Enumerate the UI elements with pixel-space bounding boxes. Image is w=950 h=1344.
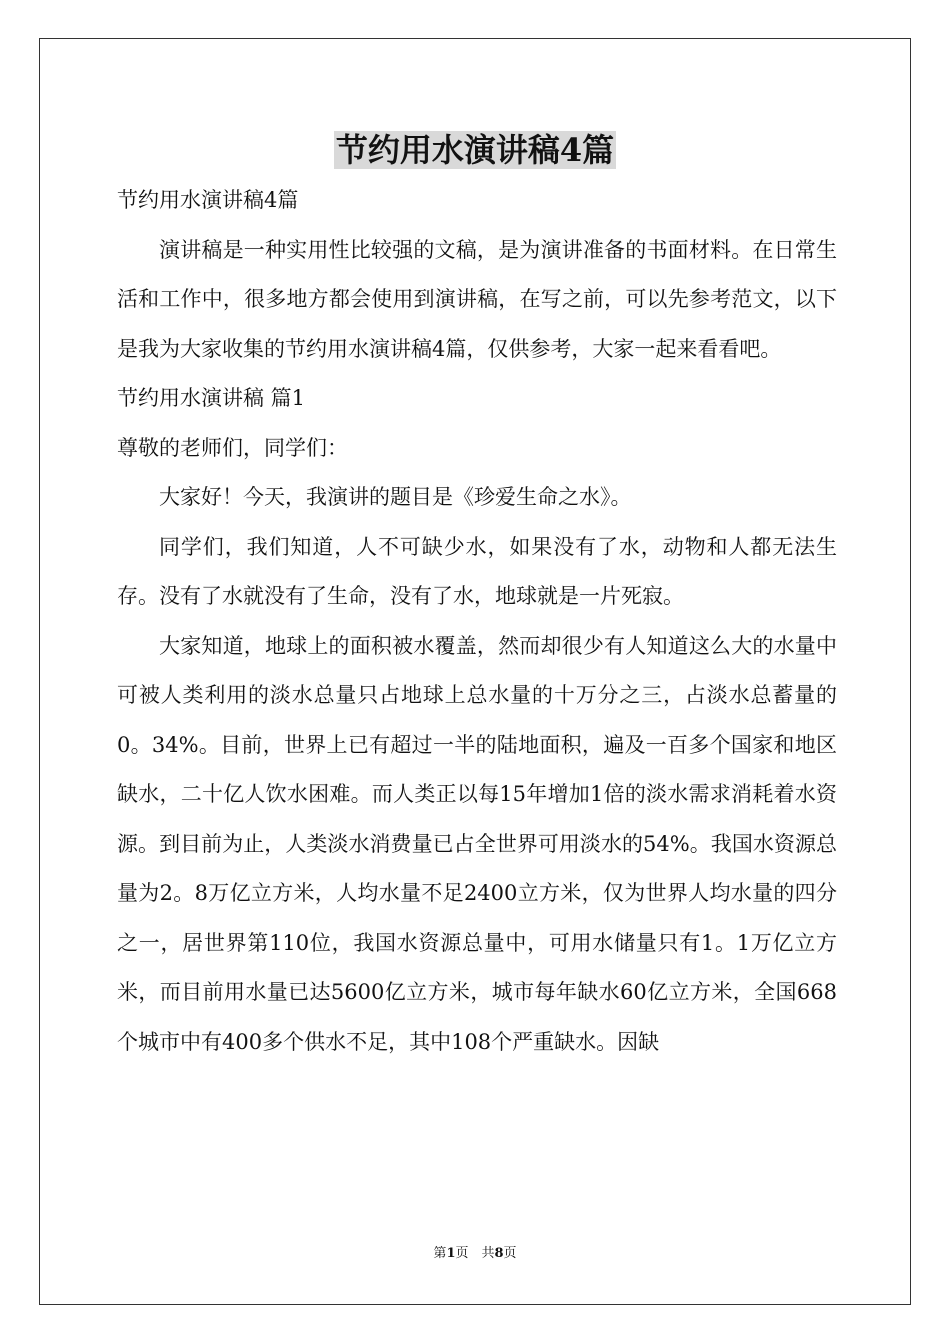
page-prefix: 第 [433,1246,447,1261]
document-title-text: 节约用水演讲稿4篇 [335,131,615,169]
document-title [0,128,950,172]
page-footer [0,1244,950,1264]
paragraph-body: 同学们，我们知道，人不可缺少水，如果没有了水，动物和人都无法生存。没有了水就没有了生命，没有了水，地球就是一片死寂。 [117,534,837,608]
page-suffix: 页 [503,1246,517,1261]
paragraph-intro: 演讲稿是一种实用性比较强的文稿，是为演讲准备的书面材料。在日常生活和工作中，很多地方都会使用到演讲稿，在写之前，可以先参考范文，以下是我为大家收集的节约用水演讲稿4篇，仅供参考，大家一起来看看吧。 [117,237,837,361]
document-body [117,176,837,1067]
paragraph-greeting: 大家好！今天，我演讲的题目是《珍爱生命之水》。 [159,485,632,509]
page-total: 8 [494,1246,504,1261]
paragraph-salutation: 尊敬的老师们，同学们： [117,435,348,460]
paragraph-subtitle: 节约用水演讲稿4篇 [117,188,299,212]
section-heading: 节约用水演讲稿 篇1 [117,386,306,410]
page-mid: 页 共 [455,1246,495,1261]
page-current: 1 [446,1246,456,1261]
paragraph-body: 大家知道，地球上的面积被水覆盖，然而却很少有人知道这么大的水量中可被人类利用的淡水总量只占地球上总水量的十万分之三，占淡水总蓄量的0。34%。目前，世界上已有超过一半的陆地面积，遍及一百多个国家和地区缺水，二十亿人饮水困难。而人类正以每15年增加1倍的淡水需求消耗着水资源。到目前为止，人类淡水消费量已占全世界可用淡水的54%。我国水资源总量为2。8万亿立方米，人均水量不足2400立方米，仅为世界人均水量的四分之一，居世界第110位，我国水资源总量中，可用水储量只有1。1万亿立方米，而目前用水量已达5600亿立方米，城市每年缺水60亿立方米，全国668个城市中有400多个供水不足，其中108个严重缺水。因缺 [117,633,837,1054]
